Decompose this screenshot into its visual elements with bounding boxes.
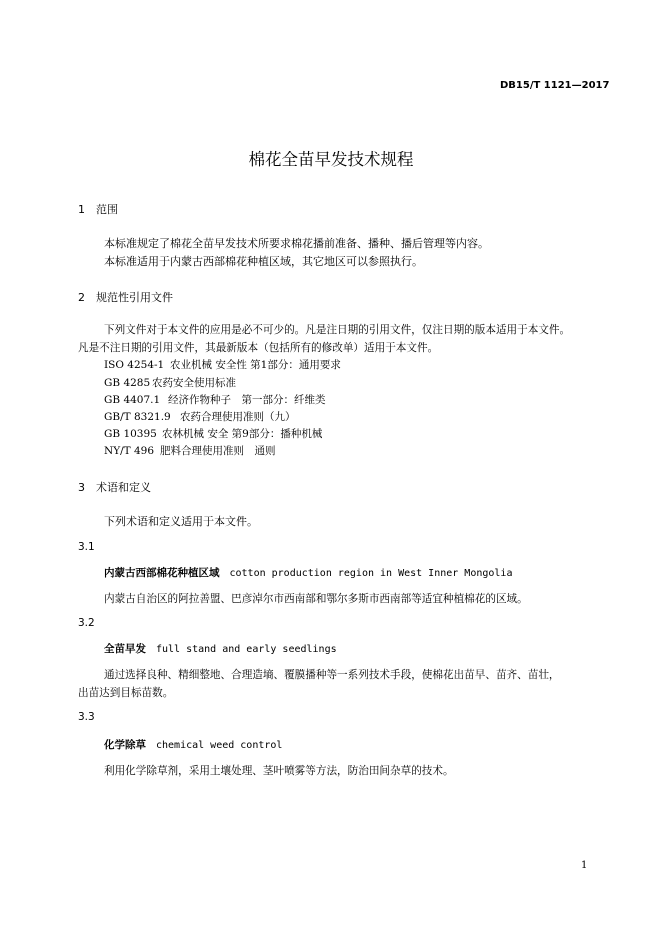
term-definition: 通过选择良种、精细整地、合理造墒、覆膜播种等一系列技术手段，使棉花出苗早、苗齐、苗壮， [104, 669, 560, 681]
term-number: 3.1 [78, 541, 95, 553]
term-heading [104, 565, 512, 580]
reference-title: 肥料合理使用准则 通则 [160, 445, 276, 457]
reference-title: 农业机械 安全性 第1部分：通用要求 [170, 359, 341, 371]
term-en: chemical weed control [156, 740, 283, 751]
reference-item [104, 443, 276, 458]
reference-code: ISO 4254-1 [104, 359, 165, 371]
section-title: 术语和定义 [96, 481, 151, 494]
reference-title: 农林机械 安全 第9部分：播种机械 [162, 428, 323, 440]
section-heading-normative-references [78, 289, 173, 305]
section-number: 3 [78, 481, 85, 494]
term-definition: 利用化学除草剂，采用土壤处理、茎叶喷雾等方法，防治田间杂草的技术。 [104, 765, 454, 777]
term-number: 3.3 [78, 711, 95, 723]
term-zh: 内蒙古西部棉花种植区域 [104, 567, 220, 579]
term-zh: 化学除草 [104, 739, 146, 751]
reference-code: GB 4407.1 [104, 394, 161, 406]
scope-paragraph-2: 本标准适用于内蒙古西部棉花种植区域，其它地区可以参照执行。 [104, 255, 423, 268]
reference-code: GB/T 8321.9 [104, 411, 171, 423]
reference-code: GB 4285 [104, 377, 151, 389]
section-heading-scope [78, 201, 118, 217]
references-intro-line-1: 下列文件对于本文件的应用是必不可少的。凡是注日期的引用文件，仅注日期的版本适用于本文件。 [104, 324, 571, 336]
term-definition-continued: 出苗达到目标苗数。 [78, 687, 174, 699]
reference-item [104, 392, 326, 407]
page-number: 1 [581, 860, 588, 871]
term-en: cotton production region in West Inner Mongolia [229, 568, 513, 579]
term-number: 3.2 [78, 617, 95, 629]
section-number: 1 [78, 203, 85, 216]
section-title: 规范性引用文件 [96, 291, 173, 304]
reference-item [104, 375, 236, 390]
term-heading [104, 737, 282, 752]
reference-item [104, 409, 296, 424]
section-title: 范围 [96, 203, 118, 216]
reference-item [104, 357, 341, 372]
reference-code: NY/T 496 [104, 445, 155, 457]
term-heading [104, 641, 337, 656]
terms-intro: 下列术语和定义适用于本文件。 [104, 515, 258, 528]
reference-item [104, 426, 322, 441]
section-number: 2 [78, 291, 85, 304]
references-intro-line-2: 凡是不注日期的引用文件，其最新版本（包括所有的修改单）适用于本文件。 [78, 342, 439, 354]
standard-number: DB15/T 1121—2017 [500, 80, 610, 91]
scope-paragraph-1: 本标准规定了棉花全苗早发技术所要求棉花播前准备、播种、播后管理等内容。 [104, 237, 489, 250]
term-zh: 全苗早发 [104, 643, 146, 655]
term-en: full stand and early seedlings [156, 644, 337, 655]
reference-title: 农药安全使用标准 [152, 377, 236, 389]
reference-title: 农药合理使用准则（九） [180, 411, 296, 423]
reference-title: 经济作物种子 第一部分：纤维类 [168, 394, 326, 406]
term-definition: 内蒙古自治区的阿拉善盟、巴彦淖尔市西南部和鄂尔多斯市西南部等适宜种植棉花的区域。 [104, 593, 528, 605]
reference-code: GB 10395 [104, 428, 157, 440]
document-title: 棉花全苗早发技术规程 [248, 150, 414, 169]
section-heading-terms [78, 479, 151, 495]
